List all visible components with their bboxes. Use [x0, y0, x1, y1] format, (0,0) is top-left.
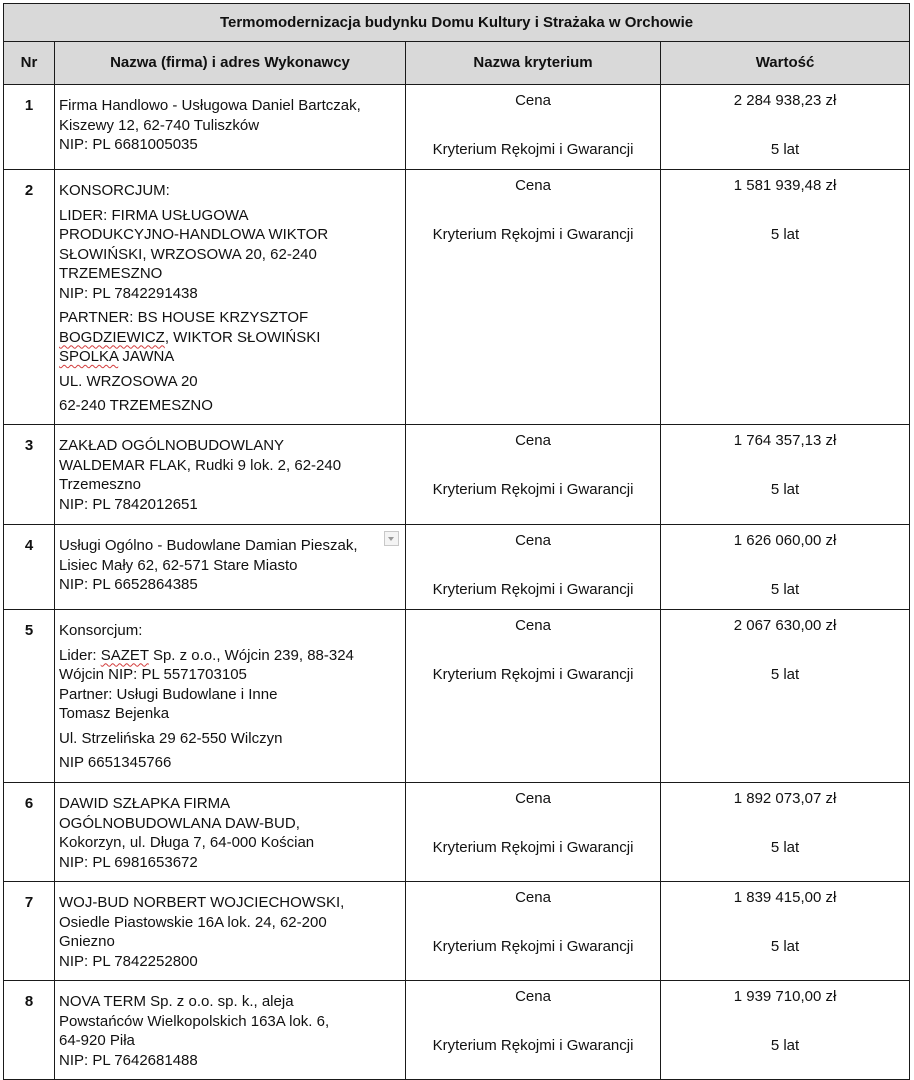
contractor-line: WALDEMAR FLAK, Rudki 9 lok. 2, 62-240	[59, 456, 342, 474]
criterion-warranty: Kryterium Rękojmi i Gwarancji	[432, 838, 634, 856]
contractor-line: PARTNER: BS HOUSE KRZYSZTOF	[59, 309, 309, 326]
criterion-price: Cena	[515, 177, 551, 194]
warranty-value: 5 lat	[770, 937, 800, 955]
value-cell	[661, 610, 910, 783]
row-number: 4	[4, 525, 55, 610]
criterion-cell	[406, 610, 661, 783]
value-cell	[661, 85, 910, 170]
table-header-row	[4, 42, 910, 85]
contractor-line	[59, 347, 401, 367]
contractor-line	[59, 328, 401, 348]
contractor-cell	[55, 525, 406, 610]
contractor-line: NIP: PL 6981653672	[59, 853, 198, 871]
table-row	[4, 610, 910, 783]
contractor-line: 64-920 Piła	[59, 1032, 135, 1049]
contractor-line: Kokorzyn, ul. Długa 7, 64-000 Kościan	[59, 834, 315, 851]
contractor-line: NIP: PL 7842291438	[59, 284, 198, 302]
contractor-line: PRODUKCYJNO-HANDLOWA WIKTOR	[59, 226, 329, 243]
contractor-line: NIP: PL 7642681488	[59, 1051, 198, 1069]
criterion-price: Cena	[515, 790, 551, 807]
contractor-line: Gniezno	[59, 933, 115, 950]
table-title: Termomodernizacja budynku Domu Kultury i Strażaka w Orchowie	[4, 4, 910, 42]
row-number: 5	[4, 610, 55, 783]
contractor-line: NOVA TERM Sp. z o.o. sp. k., aleja	[59, 993, 294, 1010]
contractor-line: SŁOWIŃSKI, WRZOSOWA 20, 62-240	[59, 245, 317, 263]
table-title-row	[4, 4, 910, 42]
dropdown-arrow-icon[interactable]	[384, 531, 399, 546]
table-row	[4, 981, 910, 1080]
contractor-line: WOJ-BUD NORBERT WOJCIECHOWSKI,	[59, 894, 345, 911]
contractor-line: Powstańców Wielkopolskich 163A lok. 6,	[59, 1012, 330, 1030]
criterion-price: Cena	[515, 889, 551, 906]
criterion-price: Cena	[515, 532, 551, 549]
price-value: 2 284 938,23 zł	[733, 92, 837, 109]
price-value: 1 839 415,00 zł	[733, 889, 837, 906]
value-cell	[661, 882, 910, 981]
contractor-cell	[55, 882, 406, 981]
spellcheck-underline: SPOLKA	[59, 348, 119, 365]
price-value: 1 939 710,00 zł	[733, 988, 837, 1005]
row-number: 3	[4, 425, 55, 525]
criterion-cell	[406, 882, 661, 981]
contractor-line: LIDER: FIRMA USŁUGOWA	[59, 206, 249, 224]
value-cell	[661, 783, 910, 882]
contractor-line: Lisiec Mały 62, 62-571 Stare Miasto	[59, 556, 298, 574]
criterion-warranty: Kryterium Rękojmi i Gwarancji	[432, 580, 634, 598]
row-number: 1	[4, 85, 55, 170]
warranty-value: 5 lat	[770, 140, 800, 158]
criterion-cell	[406, 783, 661, 882]
criterion-price: Cena	[515, 92, 551, 109]
table-row	[4, 425, 910, 525]
contractor-line-rest: Sp. z o.o., Wójcin 239, 88-324	[148, 646, 354, 664]
price-value: 1 892 073,07 zł	[733, 790, 837, 807]
contractor-line: Ul. Strzelińska 29 62-550 Wilczyn	[59, 729, 283, 747]
contractor-line-start: Lider:	[59, 646, 101, 664]
contractor-line: KONSORCJUM:	[59, 182, 170, 199]
contractor-cell	[55, 85, 406, 170]
contractor-cell	[55, 425, 406, 525]
table-row	[4, 525, 910, 610]
spellcheck-underline: BOGDZIEWICZ	[59, 328, 165, 346]
contractor-line: TRZEMESZNO	[59, 265, 163, 282]
contractor-line: Partner: Usługi Budowlane i Inne	[59, 685, 278, 703]
value-cell	[661, 525, 910, 610]
criterion-warranty: Kryterium Rękojmi i Gwarancji	[432, 225, 634, 243]
table-row	[4, 85, 910, 170]
spellcheck-underline: SAZET	[100, 646, 149, 664]
header-nr: Nr	[4, 42, 55, 85]
row-number: 6	[4, 783, 55, 882]
value-cell	[661, 981, 910, 1080]
contractor-line: Trzemeszno	[59, 476, 141, 493]
contractor-line: OGÓLNOBUDOWLANA DAW-BUD,	[59, 814, 300, 832]
value-cell	[661, 425, 910, 525]
contractor-line: Wójcin NIP: PL 5571703105	[59, 666, 247, 683]
header-criterion: Nazwa kryterium	[406, 42, 661, 85]
contractor-line: NIP: PL 6652864385	[59, 576, 198, 593]
row-number: 2	[4, 170, 55, 425]
contractor-line-rest: JAWNA	[118, 348, 175, 365]
contractor-line: NIP 6651345766	[59, 754, 172, 771]
price-value: 1 626 060,00 zł	[733, 532, 837, 549]
header-contractor: Nazwa (firma) i adres Wykonawcy	[55, 42, 406, 85]
criterion-cell	[406, 170, 661, 425]
contractor-line: UL. WRZOSOWA 20	[59, 372, 198, 390]
table-row	[4, 783, 910, 882]
contractor-line-rest: , WIKTOR SŁOWIŃSKI	[164, 328, 321, 346]
criterion-warranty: Kryterium Rękojmi i Gwarancji	[432, 937, 634, 955]
offers-table	[3, 3, 910, 1080]
criterion-warranty: Kryterium Rękojmi i Gwarancji	[432, 1036, 634, 1054]
contractor-line: Tomasz Bejenka	[59, 705, 170, 722]
contractor-line: Konsorcjum:	[59, 622, 143, 639]
contractor-cell	[55, 981, 406, 1080]
warranty-value: 5 lat	[770, 1036, 800, 1054]
contractor-line: DAWID SZŁAPKA FIRMA	[59, 795, 231, 812]
criterion-price: Cena	[515, 617, 551, 634]
contractor-line	[59, 646, 401, 666]
contractor-line: Kiszewy 12, 62-740 Tuliszków	[59, 116, 260, 134]
contractor-line: NIP: PL 7842012651	[59, 495, 198, 513]
contractor-line: Firma Handlowo - Usługowa Daniel Bartczak,	[59, 97, 361, 114]
criterion-cell	[406, 981, 661, 1080]
criterion-cell	[406, 525, 661, 610]
header-value: Wartość	[661, 42, 910, 85]
contractor-line: NIP: PL 6681005035	[59, 136, 198, 153]
contractor-line: ZAKŁAD OGÓLNOBUDOWLANY	[59, 437, 285, 454]
contractor-cell	[55, 610, 406, 783]
criterion-cell	[406, 85, 661, 170]
price-value: 1 764 357,13 zł	[733, 432, 837, 449]
price-value: 1 581 939,48 zł	[733, 177, 837, 194]
contractor-cell	[55, 170, 406, 425]
row-number: 8	[4, 981, 55, 1080]
warranty-value: 5 lat	[770, 480, 800, 498]
contractor-line: 62-240 TRZEMESZNO	[59, 397, 213, 414]
table-row	[4, 882, 910, 981]
criterion-price: Cena	[515, 988, 551, 1005]
criterion-warranty: Kryterium Rękojmi i Gwarancji	[432, 665, 634, 683]
contractor-cell	[55, 783, 406, 882]
table-row	[4, 170, 910, 425]
value-cell	[661, 170, 910, 425]
contractor-line: Usługi Ogólno - Budowlane Damian Pieszak,	[59, 537, 358, 554]
criterion-warranty: Kryterium Rękojmi i Gwarancji	[432, 480, 634, 498]
warranty-value: 5 lat	[770, 665, 800, 683]
row-number: 7	[4, 882, 55, 981]
criterion-cell	[406, 425, 661, 525]
price-value: 2 067 630,00 zł	[733, 617, 837, 634]
warranty-value: 5 lat	[770, 225, 800, 243]
warranty-value: 5 lat	[770, 580, 800, 598]
warranty-value: 5 lat	[770, 838, 800, 856]
contractor-line: Osiedle Piastowskie 16A lok. 24, 62-200	[59, 913, 327, 931]
contractor-line: NIP: PL 7842252800	[59, 952, 198, 970]
criterion-warranty: Kryterium Rękojmi i Gwarancji	[432, 140, 634, 158]
criterion-price: Cena	[515, 432, 551, 449]
